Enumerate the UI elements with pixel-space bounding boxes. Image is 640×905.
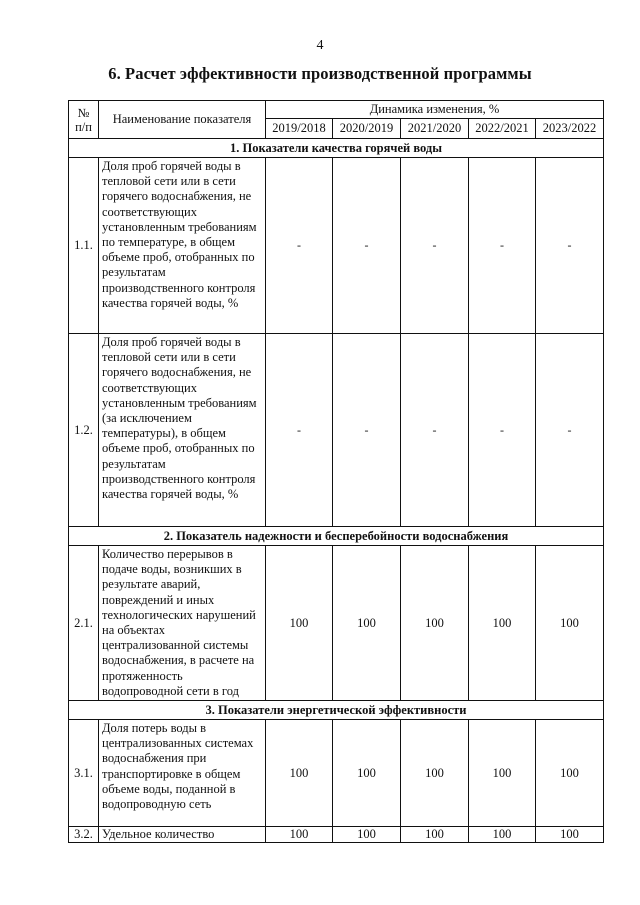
- row-name: Доля проб горячей воды в тепловой сети или в сети горячего водоснабжения, не соответствующих установленным требованиям (за исключением температуры), в общем объеме проб, отобранных по результатам производственного контроля качества горячей воды, %: [99, 334, 266, 527]
- table-row: [69, 334, 604, 527]
- row-value: -: [469, 158, 536, 334]
- row-value: 100: [333, 720, 401, 827]
- header-year: 2019/2018: [266, 119, 333, 139]
- header-year: 2020/2019: [333, 119, 401, 139]
- table-row: [69, 827, 604, 843]
- row-name: Количество перерывов в подаче воды, возникших в результате аварий, повреждений и иных технологических нарушений на объектах централизованной системы водоснабжения, в расчете на протяженность водопроводной сети в год: [99, 546, 266, 701]
- page-title: 6. Расчет эффективности производственной программы: [108, 64, 532, 83]
- row-value: -: [333, 334, 401, 527]
- row-value: 100: [333, 546, 401, 701]
- section-title: 3. Показатели энергетической эффективности: [69, 701, 604, 720]
- header-dynamics: Динамика изменения, %: [266, 101, 604, 119]
- row-value: -: [333, 158, 401, 334]
- row-value: -: [536, 334, 604, 527]
- row-value: 100: [536, 720, 604, 827]
- row-value: -: [401, 334, 469, 527]
- row-value: 100: [536, 827, 604, 843]
- row-value: 100: [469, 720, 536, 827]
- row-value: 100: [333, 827, 401, 843]
- row-number: 1.1.: [69, 158, 99, 334]
- row-number: 3.2.: [69, 827, 99, 843]
- row-value: 100: [266, 827, 333, 843]
- row-value: -: [469, 334, 536, 527]
- row-value: 100: [401, 720, 469, 827]
- section-title: 1. Показатели качества горячей воды: [69, 139, 604, 158]
- row-value: -: [536, 158, 604, 334]
- section-row: [69, 701, 604, 720]
- header-year: 2023/2022: [536, 119, 604, 139]
- row-value: 100: [469, 546, 536, 701]
- table-row: [69, 546, 604, 701]
- header-year: 2022/2021: [469, 119, 536, 139]
- row-value: 100: [469, 827, 536, 843]
- row-name: Доля потерь воды в централизованных системах водоснабжения при транспортировке в общем объеме воды, поданной в водопроводную сеть: [99, 720, 266, 827]
- row-name: Удельное количество: [99, 827, 266, 843]
- section-row: [69, 527, 604, 546]
- table-row: [69, 158, 604, 334]
- row-value: 100: [266, 720, 333, 827]
- row-value: -: [266, 158, 333, 334]
- section-row: [69, 139, 604, 158]
- row-value: -: [401, 158, 469, 334]
- table-row: [69, 720, 604, 827]
- header-name: Наименование показателя: [99, 101, 266, 139]
- efficiency-table: [68, 100, 604, 843]
- row-value: 100: [401, 546, 469, 701]
- page-number: 4: [316, 38, 324, 53]
- row-number: 1.2.: [69, 334, 99, 527]
- row-value: 100: [401, 827, 469, 843]
- row-number: 3.1.: [69, 720, 99, 827]
- row-value: 100: [536, 546, 604, 701]
- row-number: 2.1.: [69, 546, 99, 701]
- section-title: 2. Показатель надежности и бесперебойности водоснабжения: [69, 527, 604, 546]
- row-value: -: [266, 334, 333, 527]
- header-year: 2021/2020: [401, 119, 469, 139]
- header-num: № п/п: [69, 101, 99, 139]
- row-name: Доля проб горячей воды в тепловой сети или в сети горячего водоснабжения, не соответствующих установленным требованиям по температуре, в общем объеме проб, отобранных по результатам производственного контроля качества горячей воды, %: [99, 158, 266, 334]
- row-value: 100: [266, 546, 333, 701]
